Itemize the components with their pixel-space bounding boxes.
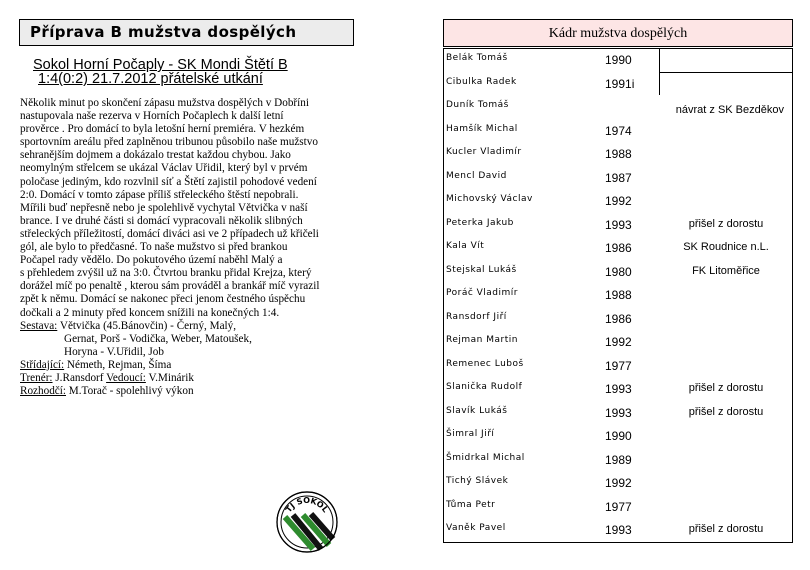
player-year: 1992 — [605, 335, 632, 349]
player-row — [444, 143, 792, 166]
match-report — [20, 97, 350, 398]
player-row — [444, 284, 792, 307]
player-year: 1988 — [605, 147, 632, 161]
player-row — [444, 496, 792, 519]
squad-title: Kádr mužstva dospělých — [443, 19, 793, 47]
player-row — [444, 472, 792, 495]
player-row — [444, 167, 792, 190]
player-name: Slanička Rudolf — [446, 382, 523, 392]
player-name: Michovský Václav — [446, 194, 533, 204]
player-name: Tichý Slávek — [446, 476, 509, 486]
report-line: brance. I ve druhé části si domácí vypracovali několik slibných — [20, 214, 303, 227]
report-line: zpět k němu. Domácí se nakonec přeci jenom čestného úspěchu — [20, 293, 306, 306]
player-name: Šimral Jiří — [446, 429, 495, 439]
subs-line — [20, 359, 350, 372]
player-row — [444, 261, 792, 284]
report-line: Několik minut po skončení zápasu mužstva dospělých v Dobříni — [20, 97, 309, 109]
report-line: nastupovala naše rezerva v Horních Počaplech k další letní — [20, 110, 284, 123]
report-line: s přehledem zvýšil už na 3:0. Čtvrtou branku přidal Krejza, který — [20, 267, 312, 280]
player-row — [444, 402, 792, 425]
player-row — [444, 331, 792, 354]
referee-label: Rozhodčí: — [20, 385, 66, 398]
player-note: přišel z dorostu — [688, 217, 764, 230]
player-name: Hamšík Michal — [446, 123, 518, 134]
player-year: 1986 — [605, 241, 632, 255]
left-section-title: Příprava B mužstva dospělých — [19, 19, 354, 46]
match-heading — [33, 58, 353, 86]
leader-value: V.Minárik — [145, 371, 194, 384]
player-note: SK Roudnice n.L. — [683, 241, 769, 253]
player-row — [444, 237, 792, 260]
squad-table — [443, 48, 793, 543]
player-row — [444, 519, 792, 542]
player-row — [444, 449, 792, 472]
player-year: 1980 — [605, 264, 632, 279]
player-name: Belák Tomáš — [446, 53, 508, 63]
player-year: 1990 — [605, 429, 632, 443]
player-note: přišel z dorostu — [688, 405, 764, 418]
lineup-line — [20, 320, 350, 333]
player-row — [444, 308, 792, 331]
subs-label: Střídající: — [20, 358, 65, 371]
match-teams: Sokol Horní Počaply - SK Mondi Štětí B — [33, 57, 288, 73]
player-year: 1993 — [605, 405, 632, 420]
report-line: 2:0. Domácí v tomto zápase příliš střeleckého štěstí nepobrali. — [20, 188, 299, 201]
report-line: neomylným střelcem se ukázal Václav Uřidil, který byl v prvém — [20, 162, 308, 175]
player-row — [444, 378, 792, 401]
player-year: 1993 — [605, 217, 632, 232]
player-row — [444, 73, 792, 96]
lineup-value-2: Gernat, Porš - Vodička, Weber, Matoušek, — [64, 332, 252, 345]
player-year: 1993 — [605, 382, 632, 396]
player-name: Poráč Vladimír — [446, 288, 518, 298]
player-name: Šmidrkal Michal — [446, 452, 525, 463]
report-line: prověrce . Pro domácí to byla letošní herní premiéra. V hezkém — [20, 123, 305, 136]
player-row — [444, 96, 792, 119]
referee-value: M.Torač - spolehlivý výkon — [66, 385, 194, 398]
report-line: Mířili buď nepřesně nebo je spolehlivě vychytal Větvička v naší — [20, 201, 308, 214]
player-row — [444, 120, 792, 143]
player-note: přišel z dorostu — [688, 382, 764, 394]
player-year: 1988 — [605, 288, 632, 302]
player-row — [444, 49, 792, 72]
player-year: 1990 — [605, 53, 632, 67]
player-name: Vaněk Pavel — [446, 523, 506, 533]
player-year: 1977 — [605, 358, 632, 373]
player-year: 1977 — [605, 499, 632, 514]
logo-text: TJ SOKOL — [283, 495, 331, 515]
subs-value: Németh, Rejman, Šíma — [64, 358, 172, 371]
player-name: Ransdorf Jiří — [446, 311, 507, 322]
report-line: střeleckých příležitostí, domácí diváci asi ve 2 případech už křičeli — [20, 227, 319, 240]
leader-label: Vedoucí: — [106, 371, 146, 384]
coach-label: Trenér: — [20, 371, 53, 384]
player-name: Rejman Martin — [446, 335, 518, 345]
report-line: gól, ale bylo to předčasné. To naše mužstvo si před brankou — [20, 241, 288, 254]
lineup-label: Sestava: — [20, 319, 58, 332]
report-line: dorážel míč po penaltě , kterou sám prováděl a brankář míč vyrazil — [20, 280, 320, 293]
referee-line — [20, 385, 350, 398]
report-line: sportovním areálu před zaplněnou tribunou působilo naše mužstvo — [20, 136, 318, 149]
lineup-value-3: Horyna - V.Uřidil, Job — [64, 345, 164, 358]
player-year: 1974 — [605, 123, 632, 138]
report-line: Počapel rady vědělo. Do pokutového území naběhl Malý a — [20, 254, 283, 267]
report-text — [20, 97, 350, 320]
lineup-value-1: Větvička (45.Bánovčin) - Černý, Malý, — [57, 319, 237, 332]
player-name: Kala Vít — [446, 241, 485, 251]
player-year: 1992 — [605, 194, 632, 208]
player-name: Mencl David — [446, 170, 507, 181]
player-row — [444, 355, 792, 378]
player-note: návrat z SK Bezděkov — [675, 104, 784, 116]
player-row — [444, 425, 792, 448]
player-name: Duník Tomáš — [446, 100, 509, 110]
match-score-date: 1:4(0:2) 21.7.2012 přátelské utkání — [38, 71, 263, 87]
club-logo — [263, 487, 351, 554]
report-line: sehranějším dojmem a dokázalo trestat každou chybou. Jako — [20, 149, 291, 162]
player-name: Slavík Lukáš — [446, 405, 508, 416]
player-year: 1987 — [605, 170, 632, 185]
player-name: Peterka Jakub — [446, 217, 514, 228]
player-year: 1992 — [605, 476, 632, 490]
player-name: Remenec Luboš — [446, 358, 524, 369]
player-name: Cibulka Radek — [446, 76, 517, 87]
player-name: Stejskal Lukáš — [446, 264, 517, 275]
player-note: přišel z dorostu — [688, 523, 764, 535]
report-line: poločase jediným, kdo rozvlnil síť a Štětí zajistil pohodové vedení — [20, 175, 317, 188]
player-year: 1993 — [605, 523, 632, 537]
report-line: dočkali a 2 minuty před koncem snížili na konečných 1:4. — [20, 306, 280, 319]
player-row — [444, 190, 792, 213]
coach-value: J.Ransdorf — [52, 371, 107, 384]
player-year: 1991i — [605, 76, 635, 91]
player-year: 1986 — [605, 311, 632, 326]
player-name: Kucler Vladimír — [446, 147, 522, 157]
player-note: FK Litoměřice — [692, 264, 760, 277]
player-name: Tůma Petr — [446, 499, 496, 510]
player-year: 1989 — [605, 452, 632, 467]
staff-line — [20, 372, 350, 385]
player-row — [444, 214, 792, 237]
